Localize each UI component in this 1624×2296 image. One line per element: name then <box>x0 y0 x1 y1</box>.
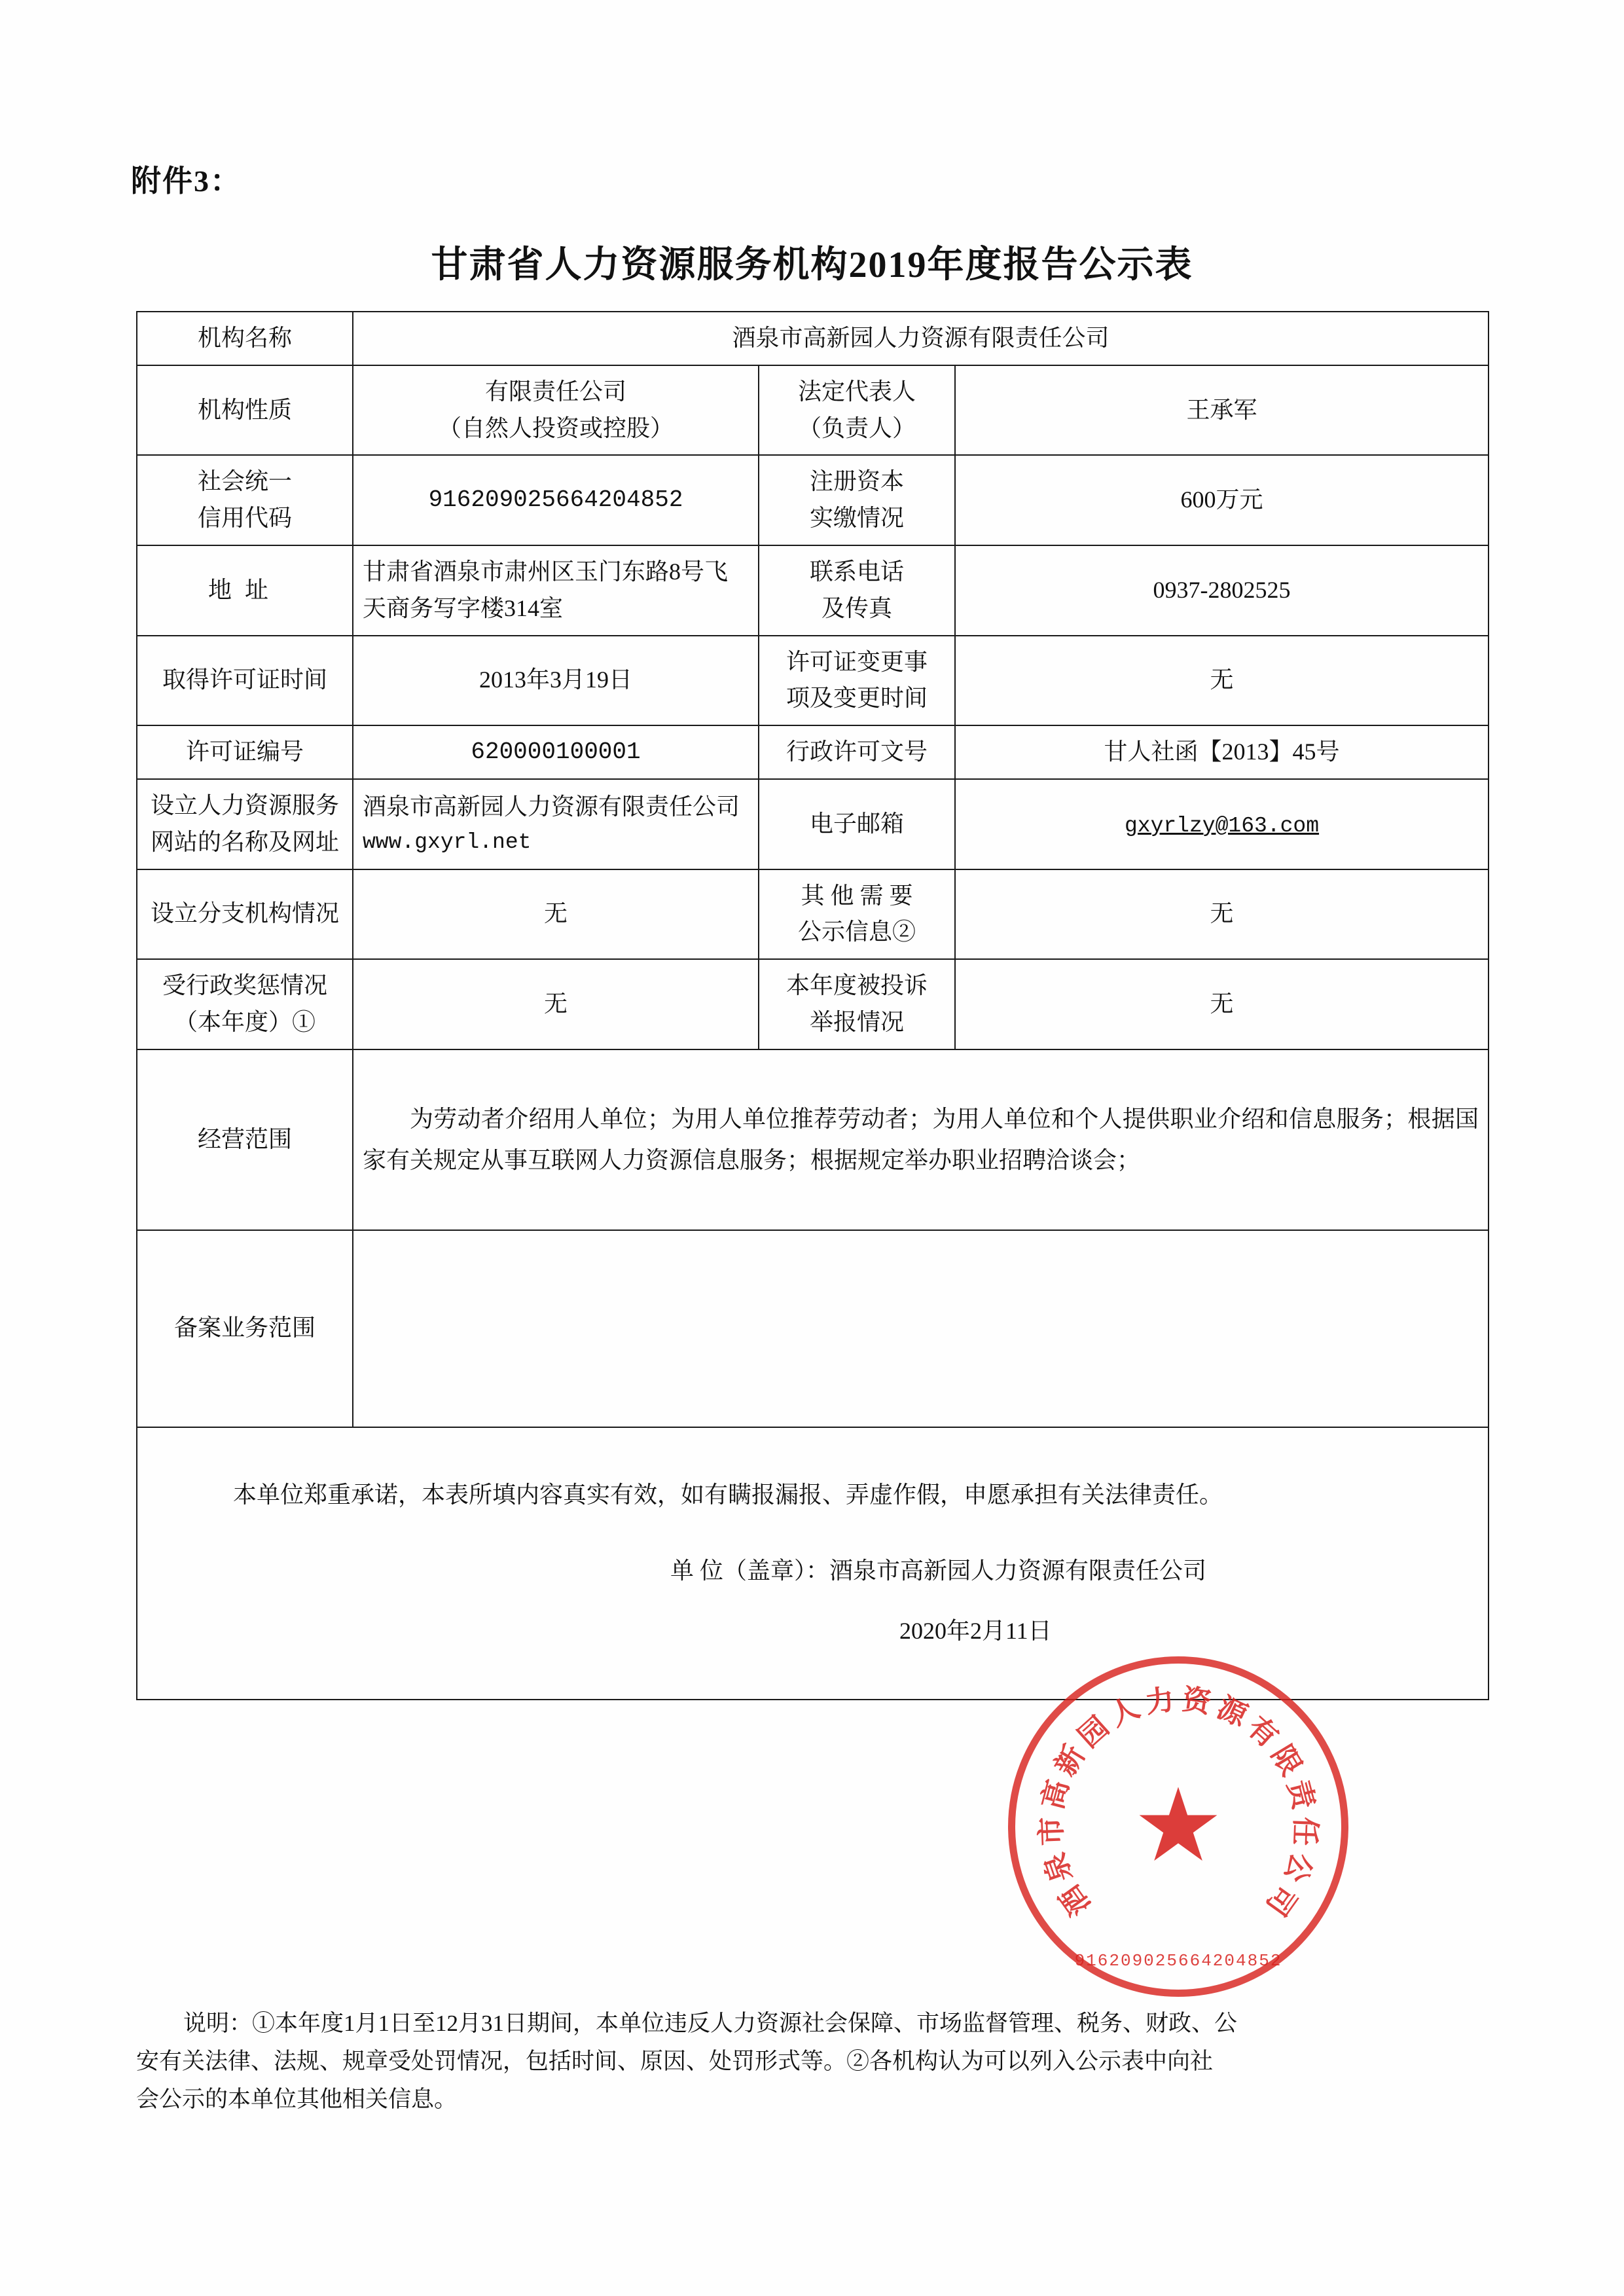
commitment-text: 本单位郑重承诺，本表所填内容真实有效，如有瞒报漏报、弄虚作假，申愿承担有关法律责任。 <box>233 1481 1223 1508</box>
footnote-line-2: 安有关法律、法规、规章受处罚情况，包括时间、原因、处罚形式等。②各机构认为可以列入公示表中向社 <box>136 2049 1214 2075</box>
phone-label <box>759 545 955 636</box>
address-value: 甘肃省酒泉市肃州区玉门东路8号飞天商务写字楼314室 <box>353 545 759 636</box>
reward-penalty-label-line1: 受行政奖惩情况 <box>162 972 327 999</box>
seal-char: 市 <box>1035 1816 1068 1847</box>
legal-rep-label-line1: 法定代表人 <box>797 378 916 405</box>
unit-seal-label: 单 位（盖章）： <box>670 1557 830 1584</box>
table-row <box>137 1049 1489 1230</box>
attachment-label: 附件3： <box>131 164 242 198</box>
license-no-label: 许可证编号 <box>137 725 353 779</box>
table-row <box>137 1427 1489 1700</box>
reward-penalty-label-line2: （本年度）① <box>173 1008 316 1035</box>
table-row <box>137 545 1489 636</box>
seal-char: 源 <box>1212 1691 1252 1733</box>
seal-arc-text <box>1008 1656 1348 1997</box>
other-info-label <box>759 869 955 960</box>
seal-char: 人 <box>1104 1691 1145 1733</box>
seal-char: 有 <box>1241 1710 1284 1754</box>
seal-char: 限 <box>1265 1740 1308 1781</box>
branch-label: 设立分支机构情况 <box>137 869 353 960</box>
license-no-value: 620000100001 <box>353 725 759 779</box>
complaint-value: 无 <box>955 959 1489 1049</box>
admin-doc-label: 行政许可文号 <box>759 725 955 779</box>
capital-value: 600万元 <box>955 455 1489 545</box>
org-nature-value-line1: 有限责任公司 <box>484 378 626 405</box>
org-nature-value <box>353 365 759 456</box>
seal-char: 新 <box>1049 1740 1092 1781</box>
license-change-value: 无 <box>955 636 1489 726</box>
email-value-cell <box>955 779 1489 869</box>
seal-char: 公 <box>1278 1848 1318 1887</box>
table-row <box>137 312 1489 365</box>
email-value[interactable]: gxyrlzy@163.com <box>1124 813 1320 838</box>
license-date-value: 2013年3月19日 <box>353 636 759 726</box>
website-name: 酒泉市高新园人力资源有限责任公司 <box>363 793 740 820</box>
email-label: 电子邮箱 <box>759 779 955 869</box>
seal-char: 司 <box>1259 1879 1303 1922</box>
credit-code-label-line2: 信用代码 <box>197 505 292 532</box>
phone-label-line1: 联系电话 <box>809 558 904 585</box>
website-label-line1: 设立人力资源服务 <box>150 792 339 818</box>
table-row <box>137 455 1489 545</box>
seal-char: 责 <box>1281 1776 1320 1813</box>
license-change-label-line2: 项及变更时间 <box>785 685 928 712</box>
website-value <box>353 779 759 869</box>
unit-seal-value: 酒泉市高新园人力资源有限责任公司 <box>829 1557 1207 1584</box>
table-row <box>137 1230 1489 1427</box>
license-date-label: 取得许可证时间 <box>137 636 353 726</box>
seal-char: 酒 <box>1053 1879 1097 1922</box>
annual-report-table <box>136 311 1489 1700</box>
seal-char: 园 <box>1072 1710 1115 1754</box>
footnote-line-1: 说明：①本年度1月1日至12月31日期间，本单位违反人力资源社会保障、市场监督管理、税务、财政、公 <box>183 2011 1238 2036</box>
complaint-label-line2: 举报情况 <box>809 1008 904 1035</box>
phone-value: 0937-2802525 <box>955 545 1489 636</box>
business-scope-label: 经营范围 <box>137 1049 353 1230</box>
table-row <box>137 779 1489 869</box>
org-name-value: 酒泉市高新园人力资源有限责任公司 <box>353 312 1489 365</box>
capital-label-line2: 实缴情况 <box>809 505 904 532</box>
credit-code-label <box>137 455 353 545</box>
org-name-label: 机构名称 <box>137 312 353 365</box>
seal-ring <box>1008 1656 1348 1997</box>
seal-char: 泉 <box>1038 1848 1079 1887</box>
branch-value: 无 <box>353 869 759 960</box>
other-info-value: 无 <box>955 869 1489 960</box>
license-change-label-line1: 许可证变更事 <box>785 648 928 675</box>
org-nature-label: 机构性质 <box>137 365 353 456</box>
reward-penalty-label <box>137 959 353 1049</box>
legal-rep-label-line2: （负责人） <box>797 414 916 441</box>
reward-penalty-value: 无 <box>353 959 759 1049</box>
admin-doc-value: 甘人社函【2013】45号 <box>955 725 1489 779</box>
seal-star-icon: ★ <box>1132 1770 1224 1883</box>
license-change-label <box>759 636 955 726</box>
table-row <box>137 636 1489 726</box>
company-seal-stamp <box>1008 1656 1348 1997</box>
page-title: 甘肃省人力资源服务机构2019年度报告公示表 <box>431 245 1193 285</box>
footnote-line-3: 会公示的本单位其他相关信息。 <box>136 2086 458 2113</box>
filed-scope-label: 备案业务范围 <box>137 1230 353 1427</box>
credit-code-label-line1: 社会统一 <box>197 468 292 495</box>
website-label-line2: 网站的名称及网址 <box>150 828 339 855</box>
table-row <box>137 725 1489 779</box>
business-scope-cell <box>353 1049 1489 1230</box>
phone-label-line2: 及传真 <box>821 594 892 621</box>
table-row <box>137 959 1489 1049</box>
complaint-label <box>759 959 955 1049</box>
legal-rep-label <box>759 365 955 456</box>
signature-date: 2020年2月11日 <box>899 1617 1052 1644</box>
seal-char: 高 <box>1036 1776 1075 1813</box>
capital-label-line1: 注册资本 <box>809 468 904 495</box>
website-url: www.gxyrl.net <box>363 830 532 855</box>
footnote <box>136 2005 1488 2119</box>
seal-code-text: 916209025664204852 <box>1074 1951 1282 1971</box>
filed-scope-value <box>353 1230 1489 1427</box>
other-info-label-line1: 其 他 需 要 <box>801 882 913 909</box>
seal-char: 资 <box>1180 1683 1214 1720</box>
unit-signature-line <box>186 1553 1439 1590</box>
legal-rep-value: 王承军 <box>955 365 1489 456</box>
website-label <box>137 779 353 869</box>
capital-label <box>759 455 955 545</box>
credit-code-value: 916209025664204852 <box>353 455 759 545</box>
org-nature-value-line2: （自然人投资或控股） <box>437 414 674 441</box>
table-row <box>137 365 1489 456</box>
complaint-label-line1: 本年度被投诉 <box>785 972 928 999</box>
table-row <box>137 869 1489 960</box>
seal-char: 任 <box>1288 1816 1322 1847</box>
other-info-label-line2: 公示信息② <box>797 919 916 945</box>
seal-char: 力 <box>1143 1683 1177 1720</box>
address-label: 地址 <box>137 545 353 636</box>
business-scope-value: 为劳动者介绍用人单位；为用人单位推荐劳动者；为用人单位和个人提供职业介绍和信息服务；根据国家有关规定从事互联网人力资源信息服务；根据规定举办职业招聘洽谈会； <box>363 1105 1479 1173</box>
commitment-cell <box>137 1427 1489 1700</box>
